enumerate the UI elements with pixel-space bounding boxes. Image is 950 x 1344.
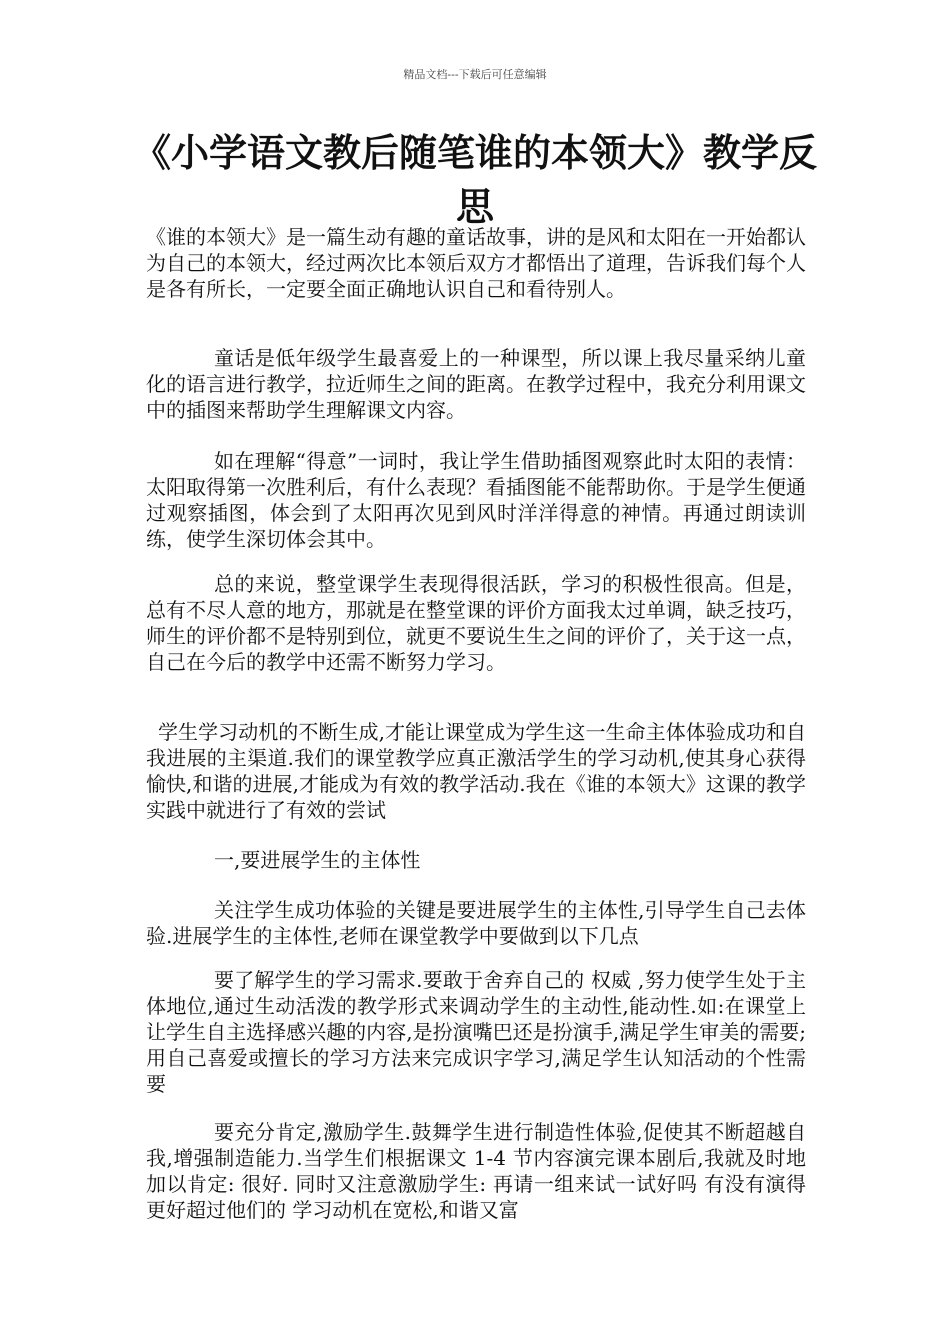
paragraph-3: 如在理解“得意”一词时，我让学生借助插图观察此时太阳的表情：太阳取得第一次胜利后，有什么表现？看插图能不能帮助你。于是学生便通过观察插图，体会到了太阳再次见到风时洋洋得意的神情。再通过朗读训练，使学生深切体会其中。 bbox=[146, 449, 806, 551]
page-header: 精品文档---下载后可任意编辑 bbox=[403, 68, 547, 81]
document-title: 《小学语文教后随笔谁的本领大》教学反思 bbox=[132, 130, 817, 229]
paragraph-1: 《谁的本领大》是一篇生动有趣的童话故事，讲的是风和太阳在一开始都认为自己的本领大，经过两次比本领后双方才都悟出了道理，告诉我们每个人是各有所长，一定要全面正确地认识自己和看待别人。 bbox=[146, 225, 806, 301]
paragraph-2: 童话是低年级学生最喜爱上的一种课型，所以课上我尽量采纳儿童化的语言进行教学，拉近师生之间的距离。在教学过程中，我充分利用课文中的插图来帮助学生理解课文内容。 bbox=[146, 346, 806, 422]
section-heading: 一,要进展学生的主体性 bbox=[214, 848, 421, 872]
paragraph-4: 总的来说，整堂课学生表现得很活跃，学习的积极性很高。但是，总有不尽人意的地方，那就是在整堂课的评价方面我太过单调，缺乏技巧，师生的评价都不是特别到位，就更不要说生生之间的评价了，关于这一点，自己在今后的教学中还需不断努力学习。 bbox=[146, 572, 806, 674]
paragraph-6: 关注学生成功体验的关键是要进展学生的主体性,引导学生自己去体验.进展学生的主体性,老师在课堂教学中要做到以下几点 bbox=[146, 898, 806, 948]
paragraph-7: 要了解学生的学习需求.要敢于舍弃自己的 权威 ,努力使学生处于主体地位,通过生动活泼的教学形式来调动学生的主动性,能动性.如:在课堂上让学生自主选择感兴趣的内容,是扮演嘴巴还是扮演手,满足学生审美的需要;用自己喜爱或擅长的学习方法来完成识字学习,满足学生认知活动的个性需要 bbox=[146, 968, 806, 1096]
paragraph-8: 要充分肯定,激励学生.鼓舞学生进行制造性体验,促使其不断超越自我,增强制造能力.当学生们根据课文 1-4 节内容演完课本剧后,我就及时地加以肯定: 很好. 同时又注意激励学生: 再请一组来试一试好吗 有没有演得更好超过他们的 学习动机在宽松,和谐又富 bbox=[146, 1120, 806, 1222]
paragraph-5: 学生学习动机的不断生成,才能让课堂成为学生这一生命主体体验成功和自我进展的主渠道.我们的课堂教学应真正激活学生的学习动机,使其身心获得愉快,和谐的进展,才能成为有效的教学活动.我在《谁的本领大》这课的教学实践中就进行了有效的尝试 bbox=[146, 720, 806, 822]
